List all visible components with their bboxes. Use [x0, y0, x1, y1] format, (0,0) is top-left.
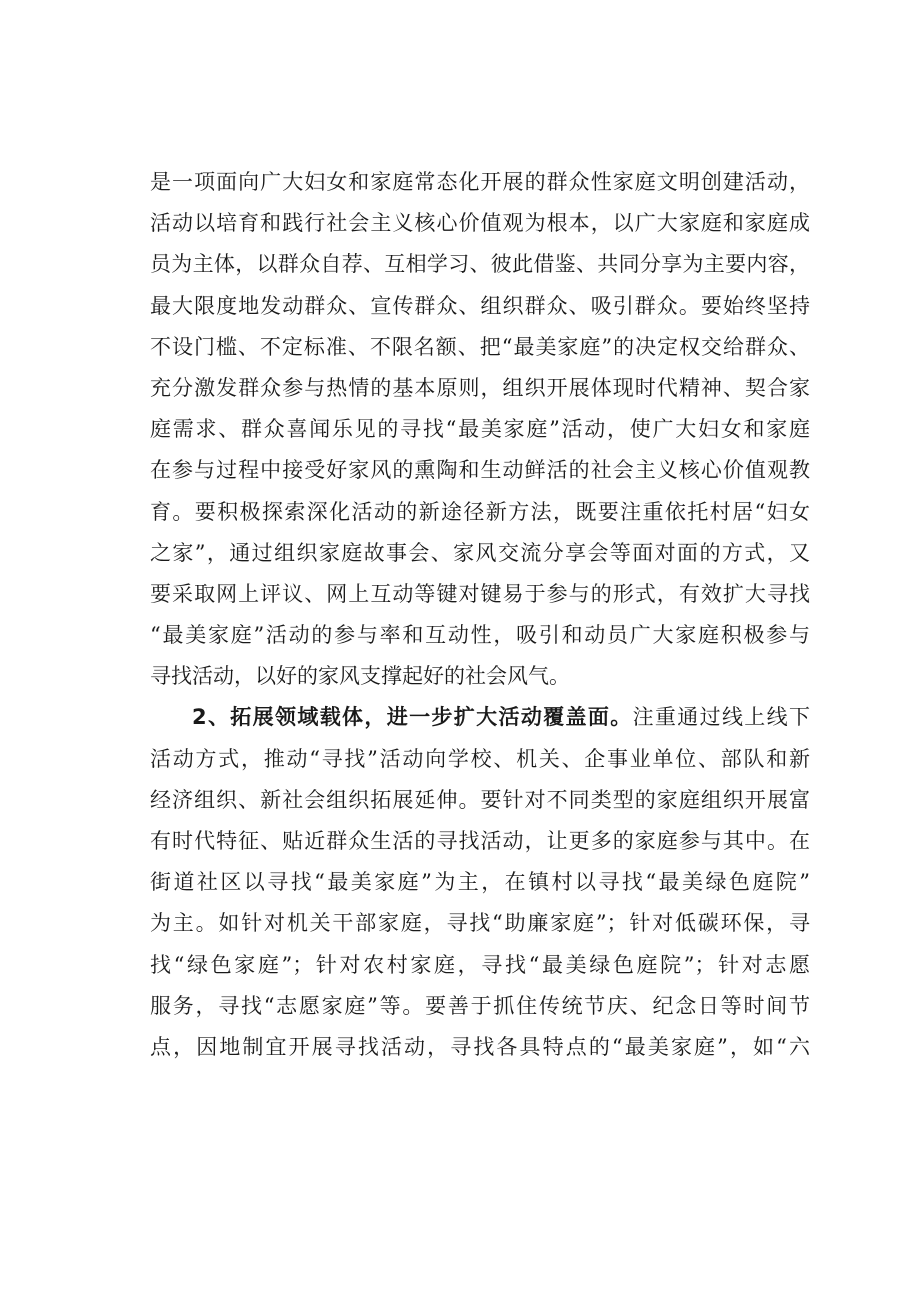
text-line: 最大限度地发动群众、宣传群众、组织群众、吸引群众。要始终坚持	[150, 293, 810, 318]
text-line: 寻找活动，以好的家风支撑起好的社会风气。	[150, 664, 570, 689]
text-line: 要采取网上评议、网上互动等键对键易于参与的形式，有效扩大寻找	[150, 581, 810, 606]
text-line: 经济组织、新社会组织拓展延伸。要针对不同类型的家庭组织开展富	[150, 787, 810, 812]
text-line: 点，因地制宜开展寻找活动，寻找各具特点的“最美家庭”，如“六	[150, 1034, 810, 1059]
section-heading: 2、拓展领域载体，进一步扩大活动覆盖面。	[192, 705, 633, 730]
text-line: 育。要积极探索深化活动的新途径新方法，既要注重依托村居“妇女	[150, 499, 810, 524]
text-line: 庭需求、群众喜闻乐见的寻找“最美家庭”活动，使广大妇女和家庭	[150, 417, 810, 442]
paragraph-1	[150, 162, 810, 697]
text-line: 是一项面向广大妇女和家庭常态化开展的群众性家庭文明创建活动，	[150, 170, 810, 194]
text-span: 注重通过线上线下	[632, 705, 810, 730]
text-line: 有时代特征、贴近群众生活的寻找活动，让更多的家庭参与其中。在	[150, 829, 810, 853]
text-line: “最美家庭”活动的参与率和互动性，吸引和动员广大家庭积极参与	[150, 623, 810, 648]
text-line: 为主。如针对机关干部家庭，寻找“助廉家庭”；针对低碳环保，寻	[150, 911, 810, 936]
text-line: 活动以培育和践行社会主义核心价值观为根本，以广大家庭和家庭成	[150, 211, 810, 236]
paragraph-2-first-line	[150, 697, 810, 738]
text-line: 活动方式，推动“寻找”活动向学校、机关、企事业单位、部队和新	[150, 746, 810, 771]
document-body	[150, 162, 810, 1068]
text-line: 不设门槛、不定标准、不限名额、把“最美家庭”的决定权交给群众、	[150, 334, 810, 359]
text-line: 找“绿色家庭”；针对农村家庭，寻找“最美绿色庭院”；针对志愿	[150, 952, 810, 977]
text-line: 街道社区以寻找“最美家庭”为主，在镇村以寻找“最美绿色庭院”	[150, 870, 810, 895]
paragraph-2	[150, 697, 810, 1068]
text-line: 服务，寻找“志愿家庭”等。要善于抓住传统节庆、纪念日等时间节	[150, 993, 810, 1018]
text-line: 之家”，通过组织家庭故事会、家风交流分享会等面对面的方式，又	[150, 540, 810, 565]
text-line: 充分激发群众参与热情的基本原则，组织开展体现时代精神、契合家	[150, 375, 810, 400]
text-line: 在参与过程中接受好家风的熏陶和生动鲜活的社会主义核心价值观教	[150, 458, 810, 483]
text-line: 员为主体，以群众自荐、互相学习、彼此借鉴、共同分享为主要内容，	[150, 252, 810, 277]
